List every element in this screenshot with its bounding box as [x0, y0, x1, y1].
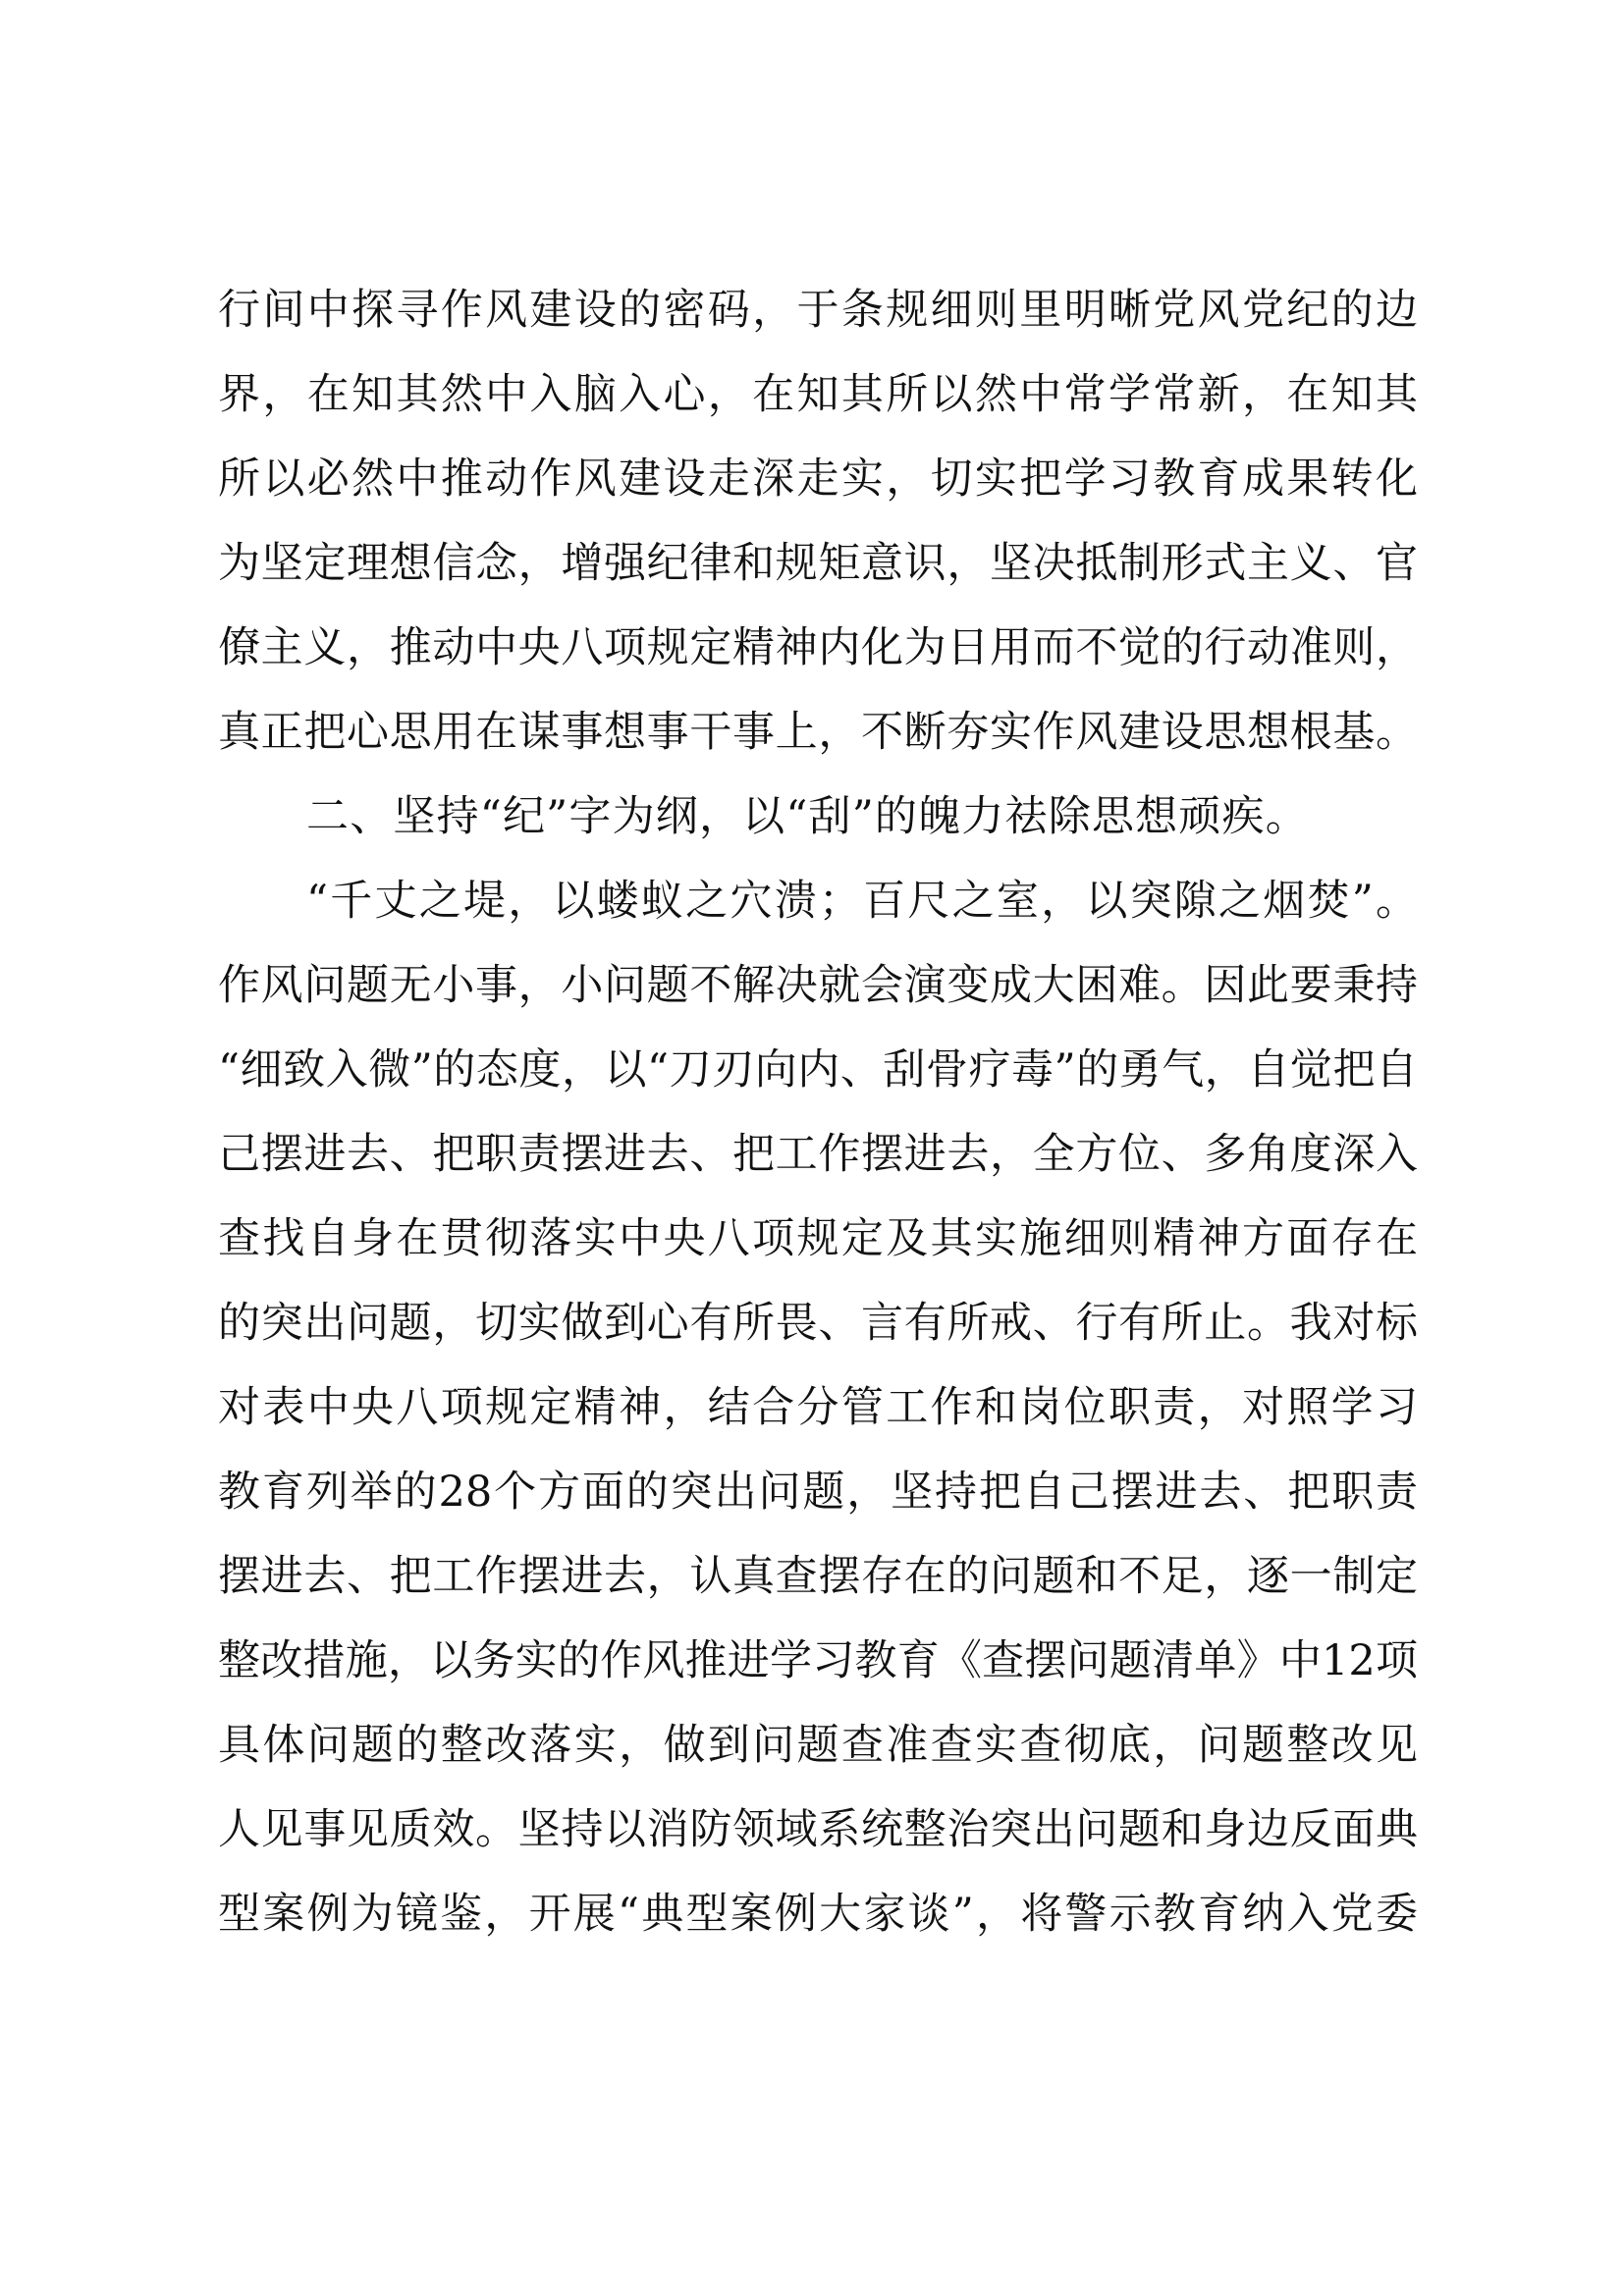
paragraph-line: 对表中央八项规定精神，结合分管工作和岗位职责，对照学习	[218, 1383, 1418, 1432]
paragraph-line: 僚主义，推动中央八项规定精神内化为日用而不觉的行动准则，	[218, 623, 1418, 672]
paragraph-line: 的突出问题，切实做到心有所畏、言有所戒、行有所止。我对标	[218, 1299, 1418, 1348]
paragraph-line: 为坚定理想信念，增强纪律和规矩意识，坚决抵制形式主义、官	[218, 539, 1418, 588]
paragraph-line: 真正把心思用在谋事想事干事上，不断夯实作风建设思想根基。	[218, 708, 1418, 757]
paragraph-line: 整改措施，以务实的作风推进学习教育《查摆问题清单》中12项	[218, 1636, 1418, 1685]
paragraph-line: 查找自身在贯彻落实中央八项规定及其实施细则精神方面存在	[218, 1214, 1418, 1263]
paragraph-line: 作风问题无小事，小问题不解决就会演变成大困难。因此要秉持	[218, 961, 1418, 1010]
section-heading: 二、坚持“纪”字为纲，以“刮”的魄力祛除思想顽疾。	[306, 792, 1309, 841]
paragraph-line: 所以必然中推动作风建设走深走实，切实把学习教育成果转化	[218, 454, 1418, 504]
paragraph-line: 己摆进去、把职责摆进去、把工作摆进去，全方位、多角度深入	[218, 1130, 1418, 1179]
paragraph-line: 人见事见质效。坚持以消防领域系统整治突出问题和身边反面典	[218, 1805, 1418, 1854]
paragraph-line: “细致入微”的态度，以“刀刃向内、刮骨疗毒”的勇气，自觉把自	[218, 1045, 1418, 1095]
paragraph-line: 摆进去、把工作摆进去，认真查摆存在的问题和不足，逐一制定	[218, 1552, 1418, 1601]
paragraph-line: 教育列举的28个方面的突出问题，坚持把自己摆进去、把职责	[218, 1468, 1418, 1517]
paragraph-line: 界，在知其然中入脑入心，在知其所以然中常学常新，在知其	[218, 370, 1418, 419]
paragraph-line: 型案例为镜鉴，开展“典型案例大家谈”，将警示教育纳入党委	[218, 1890, 1418, 1939]
paragraph-line: “千丈之堤，以蝼蚁之穴溃；百尺之室，以突隙之烟焚”。	[306, 877, 1418, 926]
paragraph-line: 具体问题的整改落实，做到问题查准查实查彻底，问题整改见	[218, 1721, 1418, 1770]
paragraph-line: 行间中探寻作风建设的密码，于条规细则里明晰党风党纪的边	[218, 286, 1418, 335]
